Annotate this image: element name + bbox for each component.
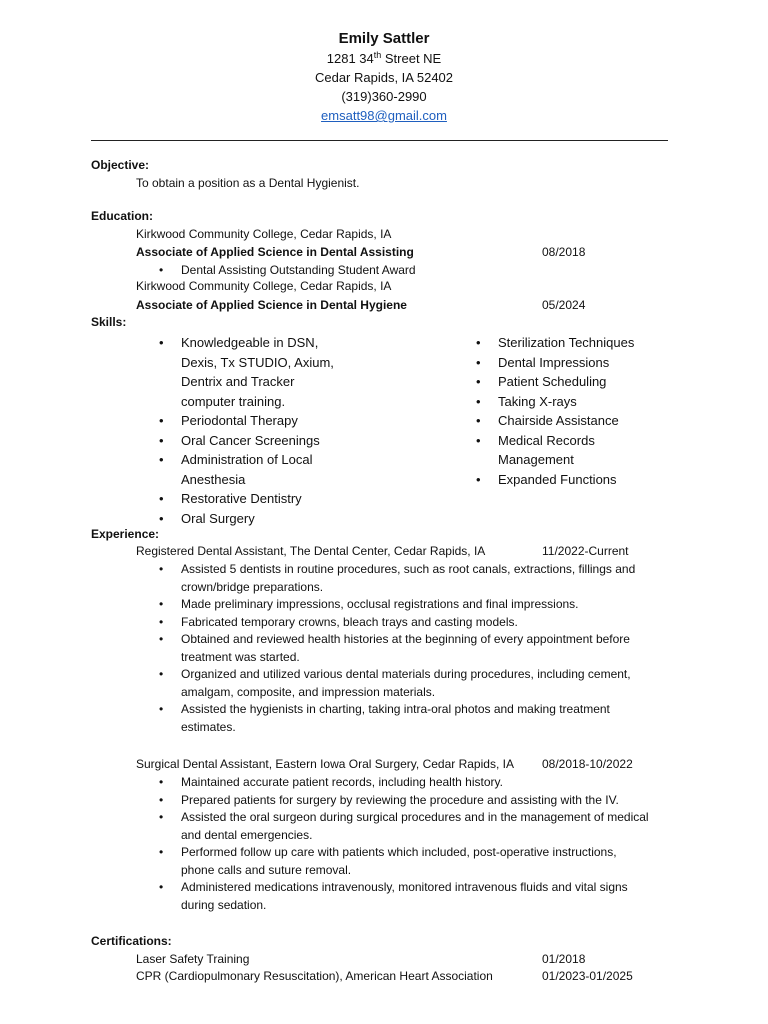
list-item: • Prepared patients for surgery by reviewing the procedure and assisting with the IV. — [159, 792, 619, 807]
experience-heading: Experience: — [91, 527, 160, 541]
list-item: • Organized and utilized various dental materials during procedures, including cement, amalgam, composite, and impression materials. — [159, 667, 631, 699]
job-1-title: Registered Dental Assistant, The Dental Center, Cedar Rapids, IA — [136, 544, 486, 558]
city-state-zip: Cedar Rapids, IA 52402 — [314, 70, 454, 85]
job-2-bullets — [136, 774, 706, 914]
skills-right-list — [476, 333, 696, 489]
objective-heading: Objective: — [91, 158, 150, 172]
list-item: • Medical Records Management — [476, 432, 595, 467]
list-item: • Oral Surgery — [159, 510, 255, 526]
list-item: • Restorative Dentistry — [159, 491, 302, 506]
list-item: • Dental Assisting Outstanding Student Award — [159, 263, 416, 277]
education-degree-1: Associate of Applied Science in Dental Assisting — [136, 245, 414, 259]
applicant-name: Emily Sattler — [338, 30, 430, 47]
list-item: • Administered medications intravenously, monitored intravenous fluids and vital signs during sedation. — [159, 880, 628, 912]
list-item: • Fabricated temporary crowns, bleach trays and casting models. — [159, 614, 518, 629]
skills-left-list — [159, 333, 359, 528]
list-item: • Assisted the hygienists in charting, taking intra-oral photos and making treatment estimates. — [159, 702, 610, 734]
street-address: 1281 34th Street NE — [326, 50, 442, 66]
list-item: • Periodontal Therapy — [159, 413, 298, 428]
job-2-title: Surgical Dental Assistant, Eastern Iowa Oral Surgery, Cedar Rapids, IA — [136, 757, 514, 771]
list-item: • Dental Impressions — [476, 354, 610, 370]
certification-2-date: 01/2023-01/2025 — [542, 969, 633, 983]
list-item: • Made preliminary impressions, occlusal registrations and final impressions. — [159, 597, 579, 611]
education-award-list — [136, 262, 636, 280]
list-item: • Assisted the oral surgeon during surgical procedures and in the management of medical and dental emergencies. — [159, 810, 649, 842]
certifications-heading: Certifications: — [91, 934, 172, 948]
job-1-bullets — [136, 561, 696, 736]
list-item: • Patient Scheduling — [476, 374, 607, 389]
education-date-2: 05/2024 — [542, 298, 586, 312]
header-divider — [91, 140, 668, 141]
list-item: • Assisted 5 dentists in routine procedures, such as root canals, extractions, fillings and crown/bridge preparations. — [159, 562, 636, 594]
education-school-2: Kirkwood Community College, Cedar Rapids, IA — [136, 279, 392, 293]
email-address — [0, 108, 768, 123]
list-item: • Chairside Assistance — [476, 413, 619, 428]
list-item: • Taking X-rays — [476, 393, 577, 409]
education-degree-2: Associate of Applied Science in Dental Hygiene — [136, 298, 407, 312]
list-item: • Sterilization Techniques — [476, 335, 635, 350]
education-heading: Education: — [91, 209, 153, 223]
list-item: • Performed follow up care with patients which included, post-operative instructions, phone calls and suture removal. — [159, 845, 617, 877]
list-item: • Maintained accurate patient records, including health history. — [159, 775, 503, 789]
list-item: • Knowledgeable in DSN, Dexis, Tx STUDIO, Axium, Dentrix and Tracker computer training. — [159, 335, 334, 409]
certification-1-date: 01/2018 — [542, 952, 586, 966]
list-item: • Administration of Local Anesthesia — [159, 452, 313, 487]
certification-2: CPR (Cardiopulmonary Resuscitation), American Heart Association — [136, 969, 493, 983]
phone-number: (319)360-2990 — [341, 89, 427, 104]
education-school-1: Kirkwood Community College, Cedar Rapids, IA — [136, 227, 392, 241]
list-item: • Oral Cancer Screenings — [159, 432, 320, 448]
education-date-1: 08/2018 — [542, 245, 586, 259]
job-2-date: 08/2018-10/2022 — [542, 757, 633, 771]
skills-heading: Skills: — [91, 315, 127, 329]
list-item: • Expanded Functions — [476, 471, 617, 487]
certification-1: Laser Safety Training — [136, 952, 250, 966]
email-link[interactable]: emsatt98@gmail.com — [321, 108, 447, 123]
objective-text: To obtain a position as a Dental Hygienist. — [136, 176, 360, 190]
job-1-date: 11/2022-Current — [542, 544, 629, 558]
list-item: • Obtained and reviewed health histories at the beginning of every appointment before treatment was started. — [159, 632, 630, 664]
